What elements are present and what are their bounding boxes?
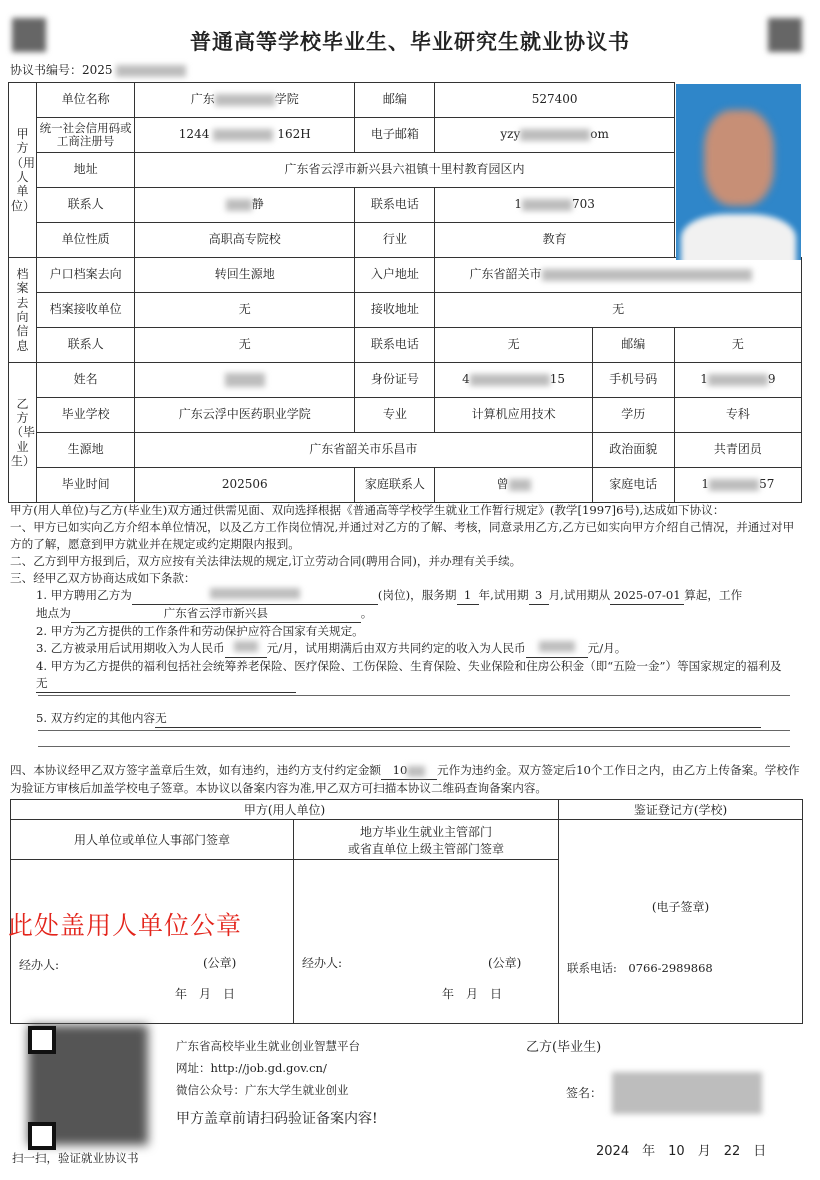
- political-label: 政治面貌: [592, 433, 674, 468]
- dept-handler-label: 经办人:: [302, 956, 343, 970]
- party-a-header: 甲方(用人单位): [11, 800, 559, 820]
- id-value: 4 15: [435, 363, 592, 398]
- grad-time-value: 202506: [135, 468, 355, 503]
- mobile-value: 1 9: [674, 363, 801, 398]
- industry-value: 教育: [435, 223, 674, 258]
- origin-label: 生源地: [37, 433, 135, 468]
- origin-value: 广东省韶关市乐昌市: [135, 433, 593, 468]
- sign-label: 签名：: [566, 1086, 603, 1100]
- term-two: 二、乙方到甲方报到后，双方应按有关法律法规的规定,订立劳动合同(聘用合同)，并办理有关手续。: [10, 554, 522, 568]
- archive-contact-label: 联系人: [37, 328, 135, 363]
- contact-value: 静: [135, 188, 355, 223]
- receiver-label: 档案接收单位: [37, 293, 135, 328]
- postcode-label: 邮编: [355, 83, 435, 118]
- verify-header: 鉴证登记方(学校): [559, 800, 803, 820]
- platform-website[interactable]: 网址：http://job.gd.gov.cn/: [176, 1061, 327, 1075]
- dept-date: 年 月 日: [442, 987, 503, 1001]
- political-value: 共青团员: [674, 433, 801, 468]
- verify-notice: 甲方盖章前请扫码验证备案内容!: [176, 1111, 378, 1127]
- address-value: 广东省云浮市新兴县六祖镇十里村教育园区内: [135, 153, 675, 188]
- unit-date: 年 月 日: [175, 987, 236, 1001]
- family-contact-label: 家庭联系人: [355, 468, 435, 503]
- document-title: 普通高等学校毕业生、毕业研究生就业协议书: [190, 29, 630, 54]
- hukou-label: 户口档案去向: [37, 258, 135, 293]
- degree-value: 专科: [674, 398, 801, 433]
- archive-contact-value: 无: [135, 328, 355, 363]
- sign-date: 2024 年 10 月 22 日: [596, 1144, 767, 1159]
- industry-label: 行业: [355, 223, 435, 258]
- verify-contact-phone: 联系电话: 0766-2989868: [567, 961, 713, 975]
- scan-hint: 扫一扫，验证就业协议书: [12, 1151, 139, 1165]
- nature-value: 高职高专院校: [135, 223, 355, 258]
- archive-postcode-value: 无: [674, 328, 801, 363]
- phone-value: 1 703: [435, 188, 674, 223]
- major-label: 专业: [355, 398, 435, 433]
- blank-line-2: [38, 730, 790, 731]
- qr-finder-icon: [28, 1026, 56, 1054]
- platform-wechat: 微信公众号：广东大学生就业创业: [176, 1083, 349, 1097]
- school-label: 毕业学校: [37, 398, 135, 433]
- archive-phone-label: 联系电话: [355, 328, 435, 363]
- party-a-section-label: 甲方（用人单位）: [9, 83, 37, 258]
- email-label: 电子邮箱: [355, 118, 435, 153]
- term-three: 三、经甲乙双方协商达成如下条款：: [10, 571, 196, 585]
- hukou-value: 转回生源地: [135, 258, 355, 293]
- receiver-addr-label: 接收地址: [355, 293, 435, 328]
- hukou-addr-value: 广东省韶关市: [435, 258, 802, 293]
- unit-seal-label: 用人单位或单位人事部门签章: [11, 820, 294, 860]
- qr-finder-icon: [28, 1122, 56, 1150]
- blank-line-1: [38, 695, 790, 696]
- unit-name-value: 广东 学院: [135, 83, 355, 118]
- family-phone-value: 1 57: [674, 468, 801, 503]
- term-four: 四、本协议经甲乙双方签字盖章后生效，如有违约，违约方支付约定金额 10 元作为违约金。双方签定后10个工作日之内，由乙方上传备案。学校作为验证方审核后加盖学校电子签章。本协议以备案内容为准,甲乙双方可扫描本协议二维码查询备案内容。: [10, 763, 800, 795]
- degree-label: 学历: [592, 398, 674, 433]
- verify-cell: [559, 820, 803, 1024]
- term-one: 一、甲方已如实向乙方介绍本单位情况，以及乙方工作岗位情况,并通过对乙方的了解、考核，同意录用乙方,乙方已如实向甲方介绍自己情况，并通过对甲方的了解，愿意到甲方就业并在规定或约定期限内报到。: [10, 520, 795, 551]
- blank-line-3: [38, 746, 790, 747]
- credit-code-label: 统一社会信用码或工商注册号: [37, 118, 135, 153]
- receiver-value: 无: [135, 293, 355, 328]
- postcode-value: 527400: [435, 83, 674, 118]
- unit-handler-label: 经办人:: [19, 958, 60, 972]
- email-value: yzy om: [435, 118, 674, 153]
- clause-3: 3. 乙方被录用后试用期收入为人民币 元/月，试用期满后由双方共同约定的收入为人民币 元/月。: [10, 640, 802, 658]
- e-seal-label: (电子签章): [651, 900, 710, 914]
- signature-image: [612, 1072, 762, 1114]
- hukou-addr-label: 入户地址: [355, 258, 435, 293]
- dept-seal-cell: [294, 860, 559, 1024]
- agreement-number: 协议书编号：2025: [10, 61, 186, 78]
- credit-code-value: 1244 162H: [135, 118, 355, 153]
- graduate-photo: [676, 84, 801, 260]
- name-value: [135, 363, 355, 398]
- major-value: 计算机应用技术: [435, 398, 592, 433]
- receiver-addr-value: 无: [435, 293, 802, 328]
- unit-name-label: 单位名称: [37, 83, 135, 118]
- archive-phone-value: 无: [435, 328, 592, 363]
- nature-label: 单位性质: [37, 223, 135, 258]
- family-contact-value: 曾: [435, 468, 592, 503]
- phone-label: 联系电话: [355, 188, 435, 223]
- archive-postcode-label: 邮编: [592, 328, 674, 363]
- archive-section-label: 档案去向信息: [9, 258, 37, 363]
- contact-label: 联系人: [37, 188, 135, 223]
- clause-1-location: 地点为 广东省云浮市新兴县 。: [10, 605, 802, 623]
- platform-name: 广东省高校毕业生就业创业智慧平台: [176, 1039, 360, 1053]
- school-value: 广东云浮中医药职业学院: [135, 398, 355, 433]
- address-label: 地址: [37, 153, 135, 188]
- name-label: 姓名: [37, 363, 135, 398]
- clause-1: 1. 甲方聘用乙方为 (岗位)，服务期 1 年,试用期 3 月,试用期从 2025-07-01 算起，工作: [10, 587, 802, 605]
- clause-5: 5. 双方约定的其他内容无: [10, 710, 802, 728]
- unit-seal-mark: (公章): [203, 956, 237, 970]
- mobile-label: 手机号码: [592, 363, 674, 398]
- clause-4: 4. 甲方为乙方提供的福利包括社会统筹养老保险、医疗保险、工伤保险、生育保险、失业保险和住房公积金（即“五险一金”）等国家规定的福利及无: [10, 658, 802, 693]
- terms-intro: 甲方(用人单位)与乙方(毕业生)双方通过供需见面、双向选择根据《普通高等学校学生就业工作暂行规定》(教学[1997]6号),达成如下协议：: [10, 503, 725, 517]
- id-label: 身份证号: [355, 363, 435, 398]
- agreement-terms: [10, 502, 802, 797]
- party-b-sign-header: 乙方(毕业生): [526, 1040, 602, 1055]
- stamp-instruction: 此处盖用人单位公章: [8, 911, 243, 940]
- family-phone-label: 家庭电话: [592, 468, 674, 503]
- grad-time-label: 毕业时间: [37, 468, 135, 503]
- party-b-section-label: 乙方（毕业生）: [9, 363, 37, 503]
- clause-2: 2. 甲方为乙方提供的工作条件和劳动保护应符合国家有关规定。: [36, 624, 364, 638]
- dept-seal-label: 地方毕业生就业主管部门 或省直单位上级主管部门签章: [294, 820, 559, 860]
- dept-seal-mark: (公章): [488, 956, 522, 970]
